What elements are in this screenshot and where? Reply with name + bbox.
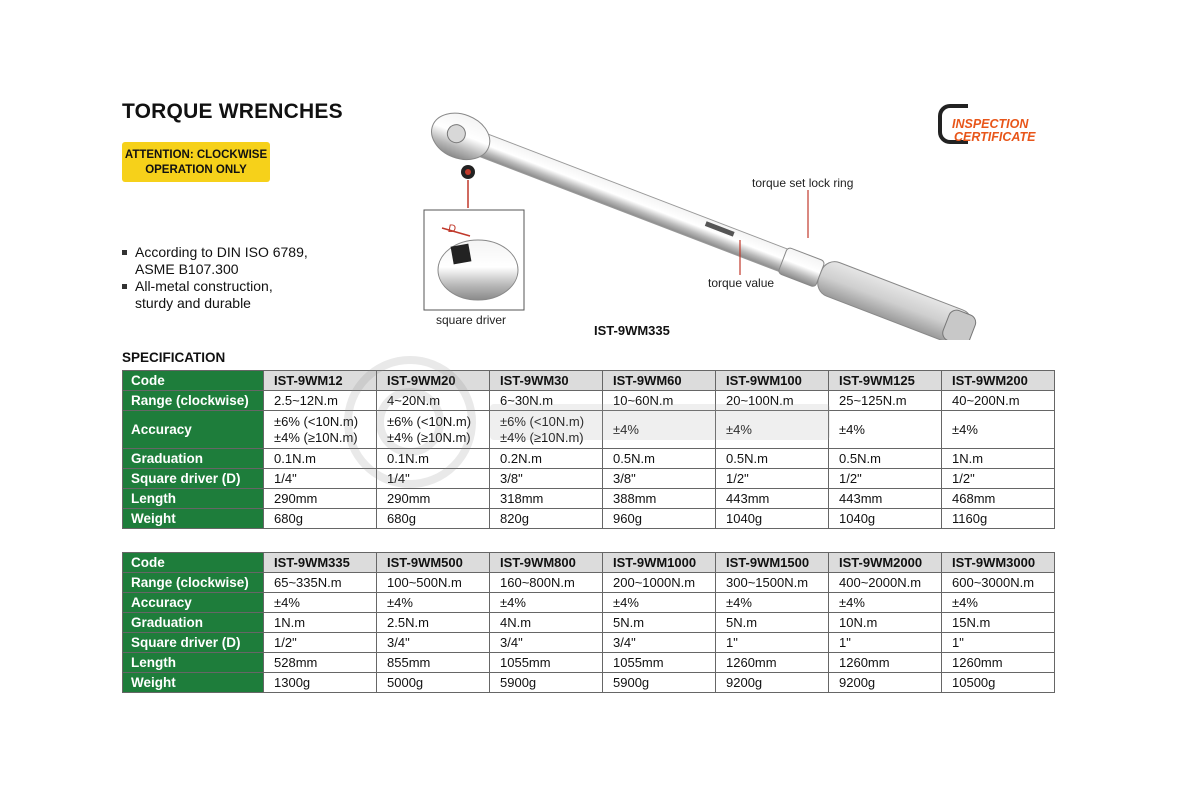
table-cell: 1260mm — [829, 653, 942, 673]
accuracy-line: ±4% (≥10N.m) — [387, 429, 471, 445]
table-cell: 855mm — [377, 653, 490, 673]
table-row-range — [123, 391, 1055, 411]
table-cell: 0.5N.m — [829, 449, 942, 469]
bullet-2-line-2: sturdy and durable — [135, 295, 251, 311]
accuracy-line: ±6% (<10N.m) — [387, 413, 472, 429]
table-cell: ±4% — [716, 593, 829, 613]
accuracy-line: ±4% (≥10N.m) — [274, 429, 358, 445]
accuracy-line: ±6% (<10N.m) — [500, 413, 585, 429]
row-header: Accuracy — [123, 593, 264, 613]
list-item — [122, 278, 308, 312]
table-cell: 15N.m — [942, 613, 1055, 633]
table-cell: 3/8" — [490, 469, 603, 489]
accuracy-line: ±6% (<10N.m) — [274, 413, 359, 429]
table-cell: 1040g — [829, 509, 942, 529]
table-cell: 3/4" — [490, 633, 603, 653]
row-header: Code — [123, 553, 264, 573]
table-cell: 5N.m — [716, 613, 829, 633]
table-cell: 1/2" — [942, 469, 1055, 489]
specification-heading: SPECIFICATION — [122, 350, 226, 365]
code-cell: IST-9WM500 — [377, 553, 490, 573]
table-cell: 40~200N.m — [942, 391, 1055, 411]
attention-line-1: ATTENTION: CLOCKWISE — [124, 149, 268, 161]
code-cell: IST-9WM200 — [942, 371, 1055, 391]
table-cell: 0.5N.m — [603, 449, 716, 469]
bullet-1-line-1: According to DIN ISO 6789, — [135, 244, 308, 260]
table-cell: 9200g — [829, 673, 942, 693]
table-cell: 20~100N.m — [716, 391, 829, 411]
table-cell: 1/4" — [264, 469, 377, 489]
table-cell — [264, 411, 377, 449]
table-cell: 5900g — [603, 673, 716, 693]
d-label: D — [448, 223, 456, 235]
feature-list — [122, 244, 308, 312]
table-row-accuracy — [123, 593, 1055, 613]
bullet-1-line-2: ASME B107.300 — [135, 261, 239, 277]
table-cell: 2.5N.m — [377, 613, 490, 633]
code-cell: IST-9WM335 — [264, 553, 377, 573]
table-cell: 0.2N.m — [490, 449, 603, 469]
table-row-accuracy — [123, 411, 1055, 449]
row-header: Code — [123, 371, 264, 391]
table-cell: 4~20N.m — [377, 391, 490, 411]
row-header: Square driver (D) — [123, 469, 264, 489]
row-header: Weight — [123, 509, 264, 529]
row-header: Weight — [123, 673, 264, 693]
table-cell: 443mm — [829, 489, 942, 509]
table-row-range — [123, 573, 1055, 593]
table-cell: 65~335N.m — [264, 573, 377, 593]
model-caption: IST-9WM335 — [594, 323, 670, 338]
table-cell: 960g — [603, 509, 716, 529]
table-cell: 468mm — [942, 489, 1055, 509]
table-cell: 318mm — [490, 489, 603, 509]
table-cell: 3/4" — [603, 633, 716, 653]
table-cell: 2.5~12N.m — [264, 391, 377, 411]
code-cell: IST-9WM12 — [264, 371, 377, 391]
spec-table-2 — [122, 552, 1055, 693]
certificate-line-1: INSPECTION — [952, 117, 1029, 131]
row-header: Graduation — [123, 613, 264, 633]
table-cell: ±4% — [829, 411, 942, 449]
table-cell: ±4% — [490, 593, 603, 613]
table-cell: 290mm — [264, 489, 377, 509]
table-cell: 5N.m — [603, 613, 716, 633]
lock-ring-label: torque set lock ring — [752, 176, 854, 190]
code-cell: IST-9WM20 — [377, 371, 490, 391]
table-cell: 4N.m — [490, 613, 603, 633]
code-cell: IST-9WM800 — [490, 553, 603, 573]
table-row-length — [123, 489, 1055, 509]
code-cell: IST-9WM125 — [829, 371, 942, 391]
table-cell: 680g — [377, 509, 490, 529]
spec-table-1 — [122, 370, 1055, 529]
table-cell: 0.1N.m — [377, 449, 490, 469]
code-cell: IST-9WM60 — [603, 371, 716, 391]
table-cell: 5900g — [490, 673, 603, 693]
row-header: Graduation — [123, 449, 264, 469]
bullet-2-line-1: All-metal construction, — [135, 278, 273, 294]
table-cell: ±4% — [603, 411, 716, 449]
attention-line-2: OPERATION ONLY — [145, 164, 247, 176]
table-cell: ±4% — [829, 593, 942, 613]
code-cell: IST-9WM100 — [716, 371, 829, 391]
table-cell: 1" — [716, 633, 829, 653]
table-cell: 10500g — [942, 673, 1055, 693]
table-cell: 1040g — [716, 509, 829, 529]
table-cell: 1" — [829, 633, 942, 653]
table-cell: 200~1000N.m — [603, 573, 716, 593]
table-cell: 388mm — [603, 489, 716, 509]
table-cell: 10~60N.m — [603, 391, 716, 411]
table-cell: 1/2" — [829, 469, 942, 489]
row-header: Length — [123, 489, 264, 509]
certificate-line-2: CERTIFICATE — [954, 130, 1036, 144]
table-cell: 25~125N.m — [829, 391, 942, 411]
torque-value-label: torque value — [708, 276, 775, 290]
torque-wrench-illustration — [420, 110, 1020, 340]
row-header: Range (clockwise) — [123, 391, 264, 411]
page-title: TORQUE WRENCHES — [122, 100, 343, 123]
table-row-weight — [123, 673, 1055, 693]
code-cell: IST-9WM30 — [490, 371, 603, 391]
table-cell: 680g — [264, 509, 377, 529]
table-cell: ±4% — [603, 593, 716, 613]
table-cell: 1300g — [264, 673, 377, 693]
table-row-weight — [123, 509, 1055, 529]
row-header: Range (clockwise) — [123, 573, 264, 593]
table-cell: 3/4" — [377, 633, 490, 653]
table-row-graduation — [123, 449, 1055, 469]
table-cell: ±4% — [377, 593, 490, 613]
table-cell: ±4% — [264, 593, 377, 613]
table-cell: 1" — [942, 633, 1055, 653]
table-cell: 820g — [490, 509, 603, 529]
table-cell — [377, 411, 490, 449]
table-cell: 600~3000N.m — [942, 573, 1055, 593]
table-cell: 1/2" — [716, 469, 829, 489]
table-row-code — [123, 553, 1055, 573]
table-row-graduation — [123, 613, 1055, 633]
bullet-square-icon — [122, 284, 127, 289]
table-cell: 1260mm — [716, 653, 829, 673]
table-cell: 6~30N.m — [490, 391, 603, 411]
bullet-square-icon — [122, 250, 127, 255]
code-cell: IST-9WM1000 — [603, 553, 716, 573]
table-cell: 1N.m — [264, 613, 377, 633]
table-cell: 3/8" — [603, 469, 716, 489]
table-cell: 100~500N.m — [377, 573, 490, 593]
code-cell: IST-9WM1500 — [716, 553, 829, 573]
table-cell: 1160g — [942, 509, 1055, 529]
table-cell: 10N.m — [829, 613, 942, 633]
table-cell: 290mm — [377, 489, 490, 509]
table-cell: 5000g — [377, 673, 490, 693]
code-cell: IST-9WM3000 — [942, 553, 1055, 573]
table-cell: 443mm — [716, 489, 829, 509]
attention-badge — [122, 142, 270, 182]
table-row-driver — [123, 633, 1055, 653]
table-cell: 0.1N.m — [264, 449, 377, 469]
table-cell: 1N.m — [942, 449, 1055, 469]
table-cell: 300~1500N.m — [716, 573, 829, 593]
table-cell: 1260mm — [942, 653, 1055, 673]
table-cell: 1055mm — [603, 653, 716, 673]
table-cell: 0.5N.m — [716, 449, 829, 469]
table-cell: ±4% — [942, 593, 1055, 613]
table-cell: 1/2" — [264, 633, 377, 653]
table-row-length — [123, 653, 1055, 673]
table-row-code — [123, 371, 1055, 391]
table-cell: 400~2000N.m — [829, 573, 942, 593]
table-cell — [490, 411, 603, 449]
table-cell: 528mm — [264, 653, 377, 673]
code-cell: IST-9WM2000 — [829, 553, 942, 573]
table-row-driver — [123, 469, 1055, 489]
table-cell: 1055mm — [490, 653, 603, 673]
accuracy-line: ±4% (≥10N.m) — [500, 429, 584, 445]
list-item — [122, 244, 308, 278]
row-header: Length — [123, 653, 264, 673]
table-cell: ±4% — [716, 411, 829, 449]
table-cell: 1/4" — [377, 469, 490, 489]
row-header: Accuracy — [123, 411, 264, 449]
row-header: Square driver (D) — [123, 633, 264, 653]
table-cell: 160~800N.m — [490, 573, 603, 593]
table-cell: 9200g — [716, 673, 829, 693]
square-driver-label: square driver — [436, 313, 507, 327]
table-cell: ±4% — [942, 411, 1055, 449]
